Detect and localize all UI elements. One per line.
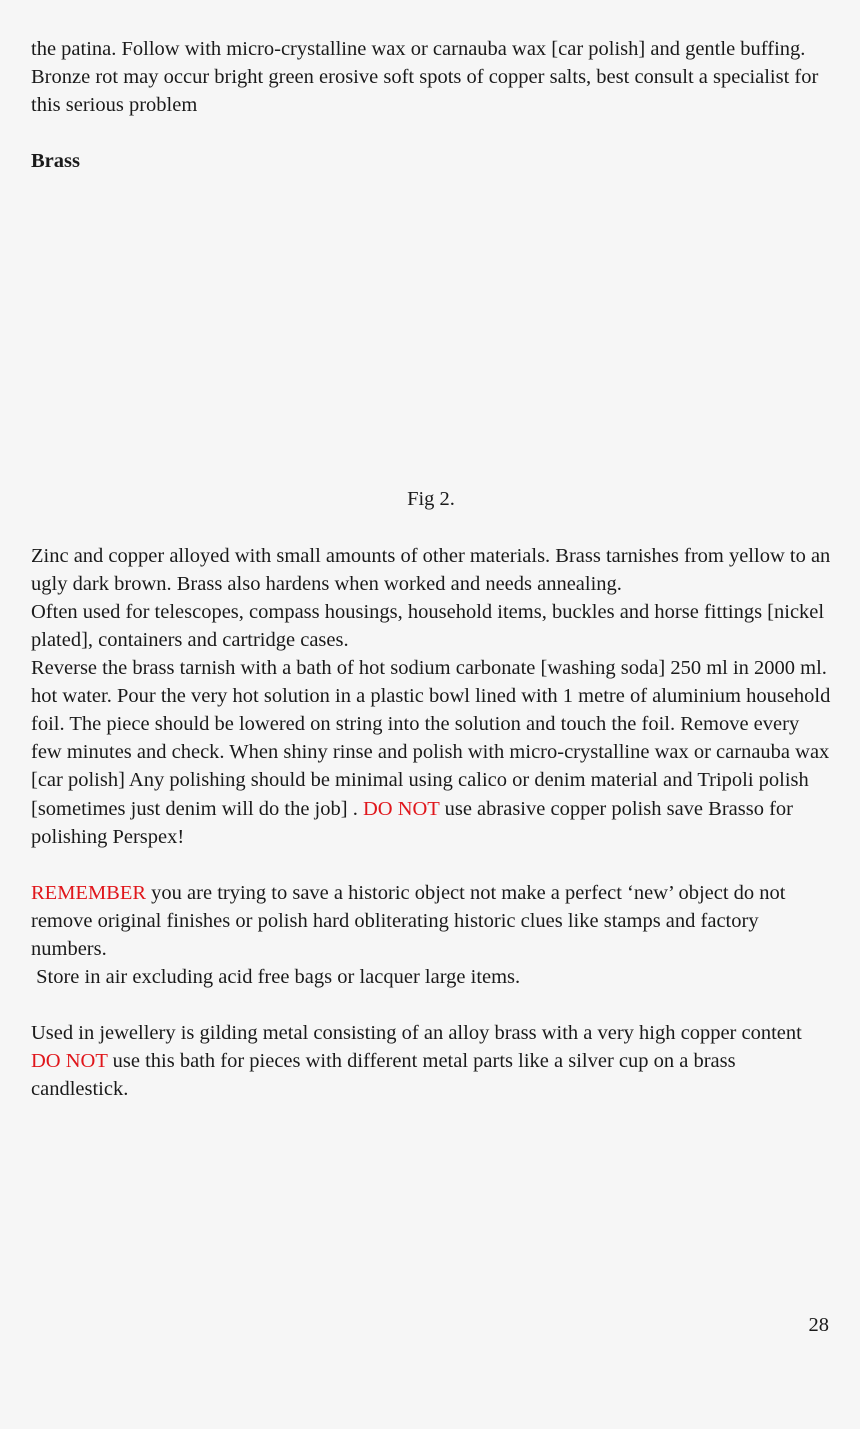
- brass-uses-paragraph: Often used for telescopes, compass housings, household items, buckles and horse fittings [nickel plated], containers and cartridge cases.: [31, 600, 825, 651]
- figure-caption: Fig 2.: [407, 488, 455, 511]
- document-page: [31, 35, 831, 1104]
- section-heading-brass: Brass: [31, 150, 80, 173]
- storage-paragraph: Store in air excluding acid free bags or lacquer large items.: [31, 966, 521, 989]
- intro-paragraph-patina: the patina. Follow with micro-crystalline wax or carnauba wax [car polish] and gentle buffing.: [31, 38, 806, 60]
- spacer: [31, 119, 831, 147]
- spacer: [31, 851, 831, 879]
- brass-cleaning-paragraph: [31, 654, 831, 851]
- cleaning-warning-text: use abrasive copper polish save Brasso for polishing Perspex!: [31, 797, 793, 848]
- do-not-warning: DO NOT: [362, 797, 440, 820]
- page-number: 28: [808, 1314, 829, 1336]
- figure-2-image-area: [31, 175, 831, 485]
- remember-text: you are trying to save a historic object not make a perfect ‘new’ object do not remove original finishes or polish hard obliterating historic clues like stamps and factory numbers.: [31, 881, 786, 960]
- spacer: [31, 991, 831, 1019]
- brass-composition-paragraph: Zinc and copper alloyed with small amounts of other materials. Brass tarnishes from yellow to an ugly dark brown. Brass also hardens when worked and needs annealing.: [31, 544, 831, 595]
- gilding-metal-paragraph: Used in jewellery is gilding metal consisting of an alloy brass with a very high copper content: [31, 1022, 802, 1045]
- gilding-warning-text: use this bath for pieces with different metal parts like a silver cup on a brass candlestick.: [31, 1050, 736, 1101]
- remember-paragraph: [31, 879, 831, 963]
- do-not-warning: DO NOT: [31, 1050, 108, 1073]
- remember-label: REMEMBER: [31, 881, 147, 904]
- intro-paragraph-bronze-rot: Bronze rot may occur bright green erosive soft spots of copper salts, best consult a specialist for this serious problem: [31, 66, 819, 117]
- cleaning-instructions-text: Reverse the brass tarnish with a bath of hot sodium carbonate [washing soda] 250 ml in 2000 ml. hot water. Pour the very hot solution in a plastic bowl lined with 1 metre of aluminium household foil. The piece should be lowered on string into the solution and touch the foil. Remove every few minutes and check. When shiny rinse and polish with micro-crystalline wax or carnauba wax [car polish] Any polishing should be minimal using calico or denim material and Tripoli polish [sometimes just denim will do the job] .: [31, 657, 831, 820]
- spacer: [31, 514, 831, 542]
- gilding-warning-paragraph: [31, 1047, 831, 1103]
